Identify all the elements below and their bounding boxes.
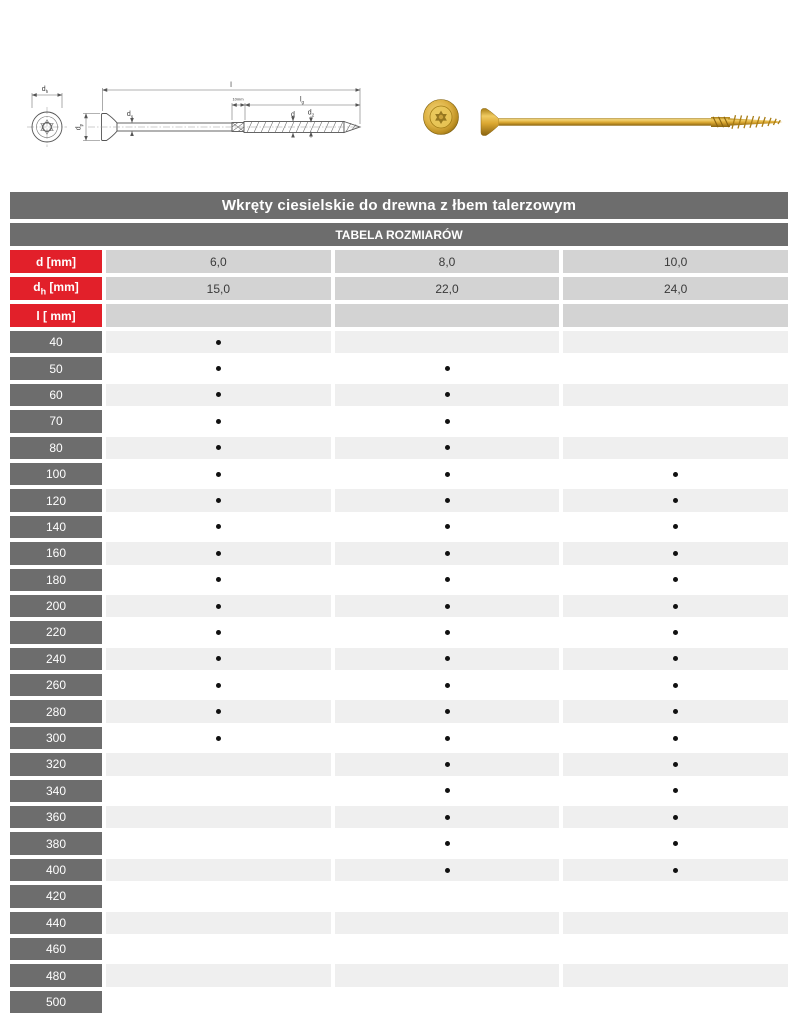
availability-cell (106, 885, 331, 907)
availability-cell (563, 357, 788, 379)
spec-row-label: $d_h$ [mm] (10, 277, 102, 300)
availability-cell (335, 331, 560, 353)
availability-dot (673, 524, 678, 529)
availability-dot (673, 472, 678, 477)
table-subtitle: TABELA ROZMIARÓW (10, 223, 788, 246)
availability-cell (563, 542, 788, 564)
size-row (10, 674, 788, 696)
size-row (10, 964, 788, 986)
availability-cell (106, 542, 331, 564)
availability-dot (673, 630, 678, 635)
availability-cell (563, 885, 788, 907)
availability-dot (216, 524, 221, 529)
size-table (10, 192, 788, 1017)
spec-value-cell: 24,0 (563, 277, 788, 300)
availability-cell (106, 780, 331, 802)
availability-cell (106, 516, 331, 538)
size-row (10, 648, 788, 670)
size-row (10, 621, 788, 643)
availability-cell (563, 859, 788, 881)
size-row-label: 280 (10, 700, 102, 722)
availability-cell (563, 991, 788, 1013)
size-row-label: 240 (10, 648, 102, 670)
availability-dot (445, 630, 450, 635)
screw-side-photo (481, 109, 783, 136)
availability-dot (445, 709, 450, 714)
availability-dot (216, 392, 221, 397)
availability-cell (106, 991, 331, 1013)
availability-cell (106, 331, 331, 353)
availability-cell (563, 384, 788, 406)
size-row-label: 60 (10, 384, 102, 406)
availability-cell (563, 463, 788, 485)
size-row (10, 542, 788, 564)
availability-cell (563, 489, 788, 511)
availability-cell (335, 357, 560, 379)
spec-row-label: d [mm] (10, 250, 102, 273)
availability-dot (216, 656, 221, 661)
dim-label-thread-length: $l_g$ (299, 96, 305, 105)
spec-value-cell (106, 304, 331, 327)
availability-cell (106, 674, 331, 696)
availability-cell (106, 938, 331, 960)
size-row (10, 938, 788, 960)
technical-drawing (10, 58, 370, 170)
availability-cell (106, 569, 331, 591)
availability-dot (216, 340, 221, 345)
size-row-label: 160 (10, 542, 102, 564)
availability-dot (216, 736, 221, 741)
availability-dot (445, 815, 450, 820)
spec-value-cell: 6,0 (106, 250, 331, 273)
availability-dot (673, 551, 678, 556)
availability-dot (216, 604, 221, 609)
availability-dot (445, 762, 450, 767)
availability-dot (673, 709, 678, 714)
availability-cell (563, 569, 788, 591)
availability-cell (335, 542, 560, 564)
head-top-view (27, 86, 67, 147)
availability-dot (216, 683, 221, 688)
availability-cell (106, 595, 331, 617)
availability-cell (106, 964, 331, 986)
availability-cell (335, 384, 560, 406)
availability-dot (673, 683, 678, 688)
availability-cell (335, 621, 560, 643)
size-row-label: 260 (10, 674, 102, 696)
size-row-label: 300 (10, 727, 102, 749)
availability-cell (106, 727, 331, 749)
spec-value-cell (335, 304, 560, 327)
availability-cell (563, 331, 788, 353)
availability-cell (335, 489, 560, 511)
availability-dot (445, 392, 450, 397)
size-row (10, 595, 788, 617)
size-row (10, 832, 788, 854)
size-row (10, 331, 788, 353)
size-row (10, 489, 788, 511)
availability-dot (445, 841, 450, 846)
size-rows (10, 331, 788, 1013)
availability-dot (673, 762, 678, 767)
availability-cell (106, 832, 331, 854)
availability-dot (673, 604, 678, 609)
availability-cell (563, 780, 788, 802)
availability-cell (563, 938, 788, 960)
availability-cell (106, 621, 331, 643)
availability-dot (445, 524, 450, 529)
availability-cell (563, 648, 788, 670)
size-row-label: 200 (10, 595, 102, 617)
availability-cell (563, 516, 788, 538)
availability-cell (106, 384, 331, 406)
availability-cell (106, 357, 331, 379)
availability-cell (335, 410, 560, 432)
availability-cell (563, 410, 788, 432)
availability-dot (445, 604, 450, 609)
availability-dot (216, 472, 221, 477)
size-row-label: 80 (10, 437, 102, 459)
size-row (10, 569, 788, 591)
size-row-label: 380 (10, 832, 102, 854)
availability-dot (216, 630, 221, 635)
size-row (10, 384, 788, 406)
availability-cell (335, 437, 560, 459)
dim-label-shank-diameter: $d_s$ (126, 111, 134, 119)
availability-cell (335, 964, 560, 986)
availability-cell (106, 437, 331, 459)
spec-value-cell: 8,0 (335, 250, 560, 273)
availability-dot (445, 366, 450, 371)
size-row-label: 180 (10, 569, 102, 591)
size-row-label: 360 (10, 806, 102, 828)
availability-cell (563, 832, 788, 854)
size-row (10, 437, 788, 459)
availability-cell (563, 437, 788, 459)
size-row-label: 440 (10, 912, 102, 934)
availability-cell (563, 912, 788, 934)
dim-label-tip-diameter: $d_2$ (307, 109, 315, 118)
dim-label-10mm: 10mm (232, 96, 244, 102)
size-row (10, 410, 788, 432)
availability-dot (216, 551, 221, 556)
size-row-label: 220 (10, 621, 102, 643)
size-row (10, 859, 788, 881)
availability-cell (106, 489, 331, 511)
size-row (10, 516, 788, 538)
screw-side-view (76, 82, 363, 141)
availability-cell (335, 780, 560, 802)
size-row (10, 885, 788, 907)
availability-cell (106, 410, 331, 432)
availability-dot (216, 419, 221, 424)
availability-cell (563, 674, 788, 696)
size-row-label: 500 (10, 991, 102, 1013)
screw-head-top-photo (424, 100, 459, 135)
spec-rows (10, 250, 788, 327)
availability-dot (445, 472, 450, 477)
availability-dot (445, 419, 450, 424)
size-row-label: 100 (10, 463, 102, 485)
availability-dot (216, 709, 221, 714)
availability-cell (106, 859, 331, 881)
title-row (10, 192, 788, 219)
availability-dot (445, 736, 450, 741)
spec-value-cell (563, 304, 788, 327)
availability-dot (673, 656, 678, 661)
availability-dot (673, 788, 678, 793)
availability-cell (106, 806, 331, 828)
availability-dot (445, 551, 450, 556)
size-row (10, 357, 788, 379)
size-row (10, 912, 788, 934)
availability-cell (335, 516, 560, 538)
spec-row (10, 250, 788, 273)
availability-dot (445, 683, 450, 688)
size-row-label: 140 (10, 516, 102, 538)
availability-dot (445, 656, 450, 661)
availability-dot (445, 498, 450, 503)
availability-cell (563, 595, 788, 617)
size-row-label: 400 (10, 859, 102, 881)
availability-cell (106, 463, 331, 485)
dim-label-head-diameter: $d_h$ (41, 86, 49, 94)
availability-cell (335, 727, 560, 749)
availability-dot (673, 815, 678, 820)
availability-cell (335, 938, 560, 960)
size-row-label: 70 (10, 410, 102, 432)
size-row-label: 120 (10, 489, 102, 511)
spec-row (10, 304, 788, 327)
size-row (10, 780, 788, 802)
availability-cell (106, 912, 331, 934)
size-row-label: 50 (10, 357, 102, 379)
size-row (10, 700, 788, 722)
spec-row (10, 277, 788, 300)
availability-cell (563, 753, 788, 775)
availability-dot (673, 868, 678, 873)
table-title: Wkręty ciesielskie do drewna z łbem talerzowym (10, 192, 788, 219)
availability-cell (335, 912, 560, 934)
availability-cell (563, 727, 788, 749)
size-row (10, 806, 788, 828)
availability-dot (673, 736, 678, 741)
availability-cell (335, 674, 560, 696)
availability-dot (673, 841, 678, 846)
size-row-label: 40 (10, 331, 102, 353)
size-row-label: 420 (10, 885, 102, 907)
dim-label-head-height: $d_p$ (75, 123, 84, 131)
size-row-label: 340 (10, 780, 102, 802)
size-row (10, 463, 788, 485)
availability-dot (216, 577, 221, 582)
availability-cell (106, 700, 331, 722)
spec-value-cell: 15,0 (106, 277, 331, 300)
availability-cell (335, 832, 560, 854)
size-row (10, 727, 788, 749)
availability-cell (563, 621, 788, 643)
availability-dot (673, 498, 678, 503)
availability-dot (445, 868, 450, 873)
availability-cell (335, 569, 560, 591)
availability-cell (335, 991, 560, 1013)
availability-cell (335, 806, 560, 828)
availability-cell (335, 648, 560, 670)
availability-dot (216, 445, 221, 450)
dim-label-total-length: l (230, 82, 232, 89)
availability-dot (216, 366, 221, 371)
size-row (10, 753, 788, 775)
availability-cell (563, 700, 788, 722)
availability-dot (445, 445, 450, 450)
size-row-label: 460 (10, 938, 102, 960)
availability-cell (335, 753, 560, 775)
availability-dot (445, 788, 450, 793)
subtitle-row (10, 223, 788, 246)
spec-value-cell: 22,0 (335, 277, 560, 300)
availability-cell (335, 859, 560, 881)
availability-dot (673, 577, 678, 582)
spec-row-label: l [ mm] (10, 304, 102, 327)
spec-value-cell: 10,0 (563, 250, 788, 273)
availability-cell (563, 964, 788, 986)
screw-photo (400, 80, 792, 170)
availability-cell (335, 463, 560, 485)
availability-cell (106, 753, 331, 775)
size-row (10, 991, 788, 1013)
size-row-label: 320 (10, 753, 102, 775)
availability-dot (445, 577, 450, 582)
dim-label-thread-diameter: d (291, 111, 295, 119)
availability-cell (106, 648, 331, 670)
size-row-label: 480 (10, 964, 102, 986)
availability-dot (216, 498, 221, 503)
availability-cell (335, 595, 560, 617)
availability-cell (563, 806, 788, 828)
availability-cell (335, 700, 560, 722)
availability-cell (335, 885, 560, 907)
